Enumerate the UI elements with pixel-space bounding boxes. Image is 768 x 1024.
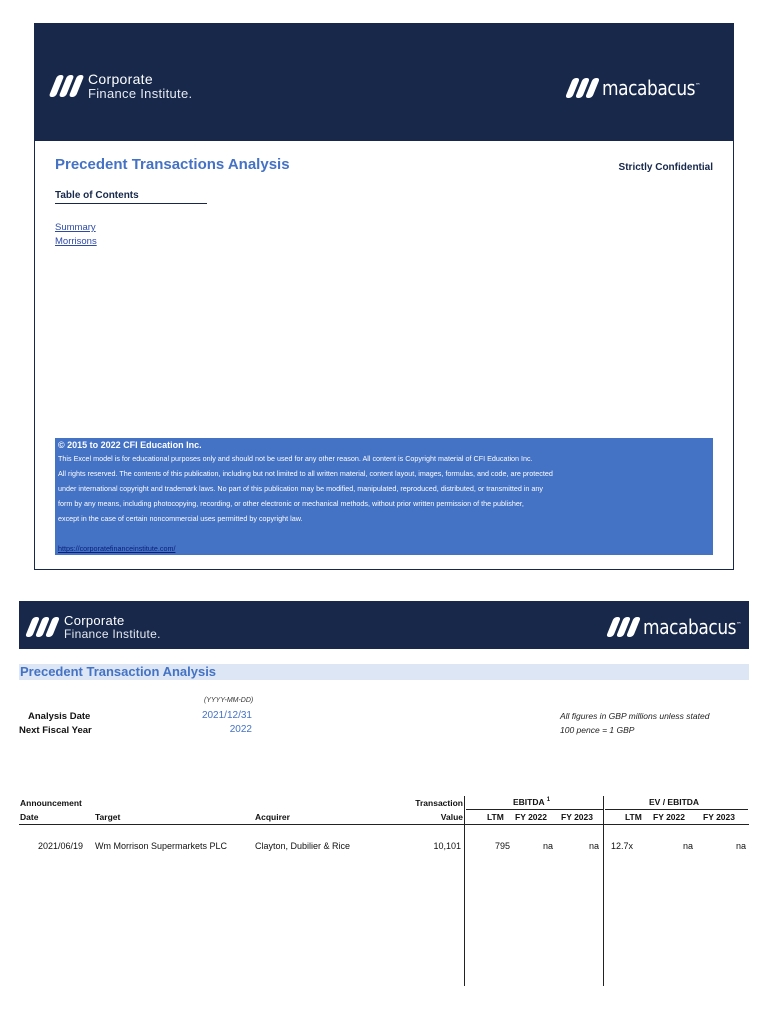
copyright-notice xyxy=(55,438,713,555)
row-ev-ltm: 12.7x xyxy=(611,841,634,851)
cover-title: Precedent Transactions Analysis xyxy=(55,156,290,173)
target-header: Target xyxy=(95,812,121,822)
confidential-label: Strictly Confidential xyxy=(618,162,713,173)
macabacus-logo-icon xyxy=(569,78,596,98)
analysis-title: Precedent Transaction Analysis xyxy=(19,664,749,680)
ebitda-fy2022-header: FY 2022 xyxy=(515,812,547,822)
value-header: Value xyxy=(440,812,463,822)
row-ebitda-fy2022: na xyxy=(542,841,553,851)
copyright-line: form by any means, including photocopying, recording, or other electronic or mechanical methods, without prior written permission of the publisher, xyxy=(58,498,524,508)
row-ebitda-fy2023: na xyxy=(588,841,599,851)
copyright-line: All rights reserved. The contents of this publication, including but not limited to all written material, content layout, images, formulas, and code, are protected xyxy=(58,468,553,478)
row-ev-fy2022: na xyxy=(682,841,693,851)
macabacus-logo xyxy=(610,615,758,639)
analysis-date-label: Analysis Date xyxy=(28,711,91,722)
row-ebitda-ltm: 795 xyxy=(494,841,510,851)
row-target: Wm Morrison Supermarkets PLC xyxy=(95,841,228,851)
next-fiscal-year-label: Next Fiscal Year xyxy=(19,725,92,736)
ebitda-ltm-header: LTM xyxy=(487,812,504,822)
analysis-date-value[interactable]: 2021/12/31 xyxy=(201,710,252,721)
cfi-website-link[interactable]: https://corporatefinanceinstitute.com/ xyxy=(58,544,176,553)
cfi-logo-icon xyxy=(53,75,80,97)
ebitda-footnote-marker: 1 xyxy=(546,797,551,804)
analysis-header-banner xyxy=(19,601,749,649)
row-acquirer: Clayton, Dubilier & Rice xyxy=(255,841,351,851)
cfi-logo-line1: Corporate xyxy=(88,71,153,87)
row-date: 2021/06/19 xyxy=(37,841,83,851)
pence-note: 100 pence = 1 GBP xyxy=(560,725,635,735)
cfi-logo xyxy=(29,614,161,640)
cfi-logo-icon xyxy=(29,617,56,637)
ev-ebitda-group-header: EV / EBITDA xyxy=(649,797,700,807)
macabacus-logo-text: macabacus™ xyxy=(643,615,741,639)
header-underline xyxy=(19,824,749,825)
macabacus-logo xyxy=(569,76,717,100)
copyright-line: except in the case of certain noncommercial uses permitted by copyright law. xyxy=(58,513,303,523)
cfi-logo xyxy=(53,72,192,100)
copyright-title: © 2015 to 2022 CFI Education Inc. xyxy=(58,440,202,450)
ebitda-group-header: EBITDA $^1$ xyxy=(513,797,551,807)
copyright-line: under international copyright and trademark laws. No part of this publication may be modified, manipulated, reproduced, distributed, or transmitted in any xyxy=(58,483,544,493)
ev-fy2023-header: FY 2023 xyxy=(703,812,735,822)
announcement-header: Announcement xyxy=(20,798,82,808)
cover-sheet xyxy=(34,23,734,570)
acquirer-header: Acquirer xyxy=(255,812,290,822)
ev-fy2022-header: FY 2022 xyxy=(653,812,685,822)
cover-header-banner xyxy=(35,24,733,141)
ebitda-column-divider xyxy=(603,796,604,986)
ebitda-group-underline xyxy=(466,809,603,810)
toc-link-morrisons[interactable]: Morrisons xyxy=(55,236,97,247)
date-header: Date xyxy=(20,812,39,822)
ebitda-fy2023-header: FY 2023 xyxy=(561,812,593,822)
cfi-logo-line2: Finance Institute. xyxy=(88,85,193,101)
ev-ltm-header: LTM xyxy=(625,812,642,822)
toc-heading: Table of Contents xyxy=(55,190,207,204)
value-column-divider xyxy=(464,796,465,986)
copyright-line: This Excel model is for educational purposes only and should not be used for any other reason. All content is Copyright material of CFI Education Inc. xyxy=(58,454,533,463)
macabacus-logo-text: macabacus™ xyxy=(602,76,700,100)
next-fiscal-year-value[interactable]: 2022 xyxy=(229,724,252,735)
toc-link-summary[interactable]: Summary xyxy=(55,222,96,233)
row-ev-fy2023: na xyxy=(735,841,746,851)
date-format-hint: (YYYY-MM-DD) xyxy=(204,697,254,704)
cfi-logo-line1: Corporate xyxy=(64,613,125,628)
units-note: All figures in GBP millions unless stated xyxy=(560,711,710,721)
macabacus-logo-icon xyxy=(610,617,637,637)
row-transaction-value: 10,101 xyxy=(433,841,461,851)
ev-group-underline xyxy=(605,809,748,810)
cfi-logo-line2: Finance Institute. xyxy=(64,626,161,641)
transaction-header: Transaction xyxy=(415,798,463,808)
